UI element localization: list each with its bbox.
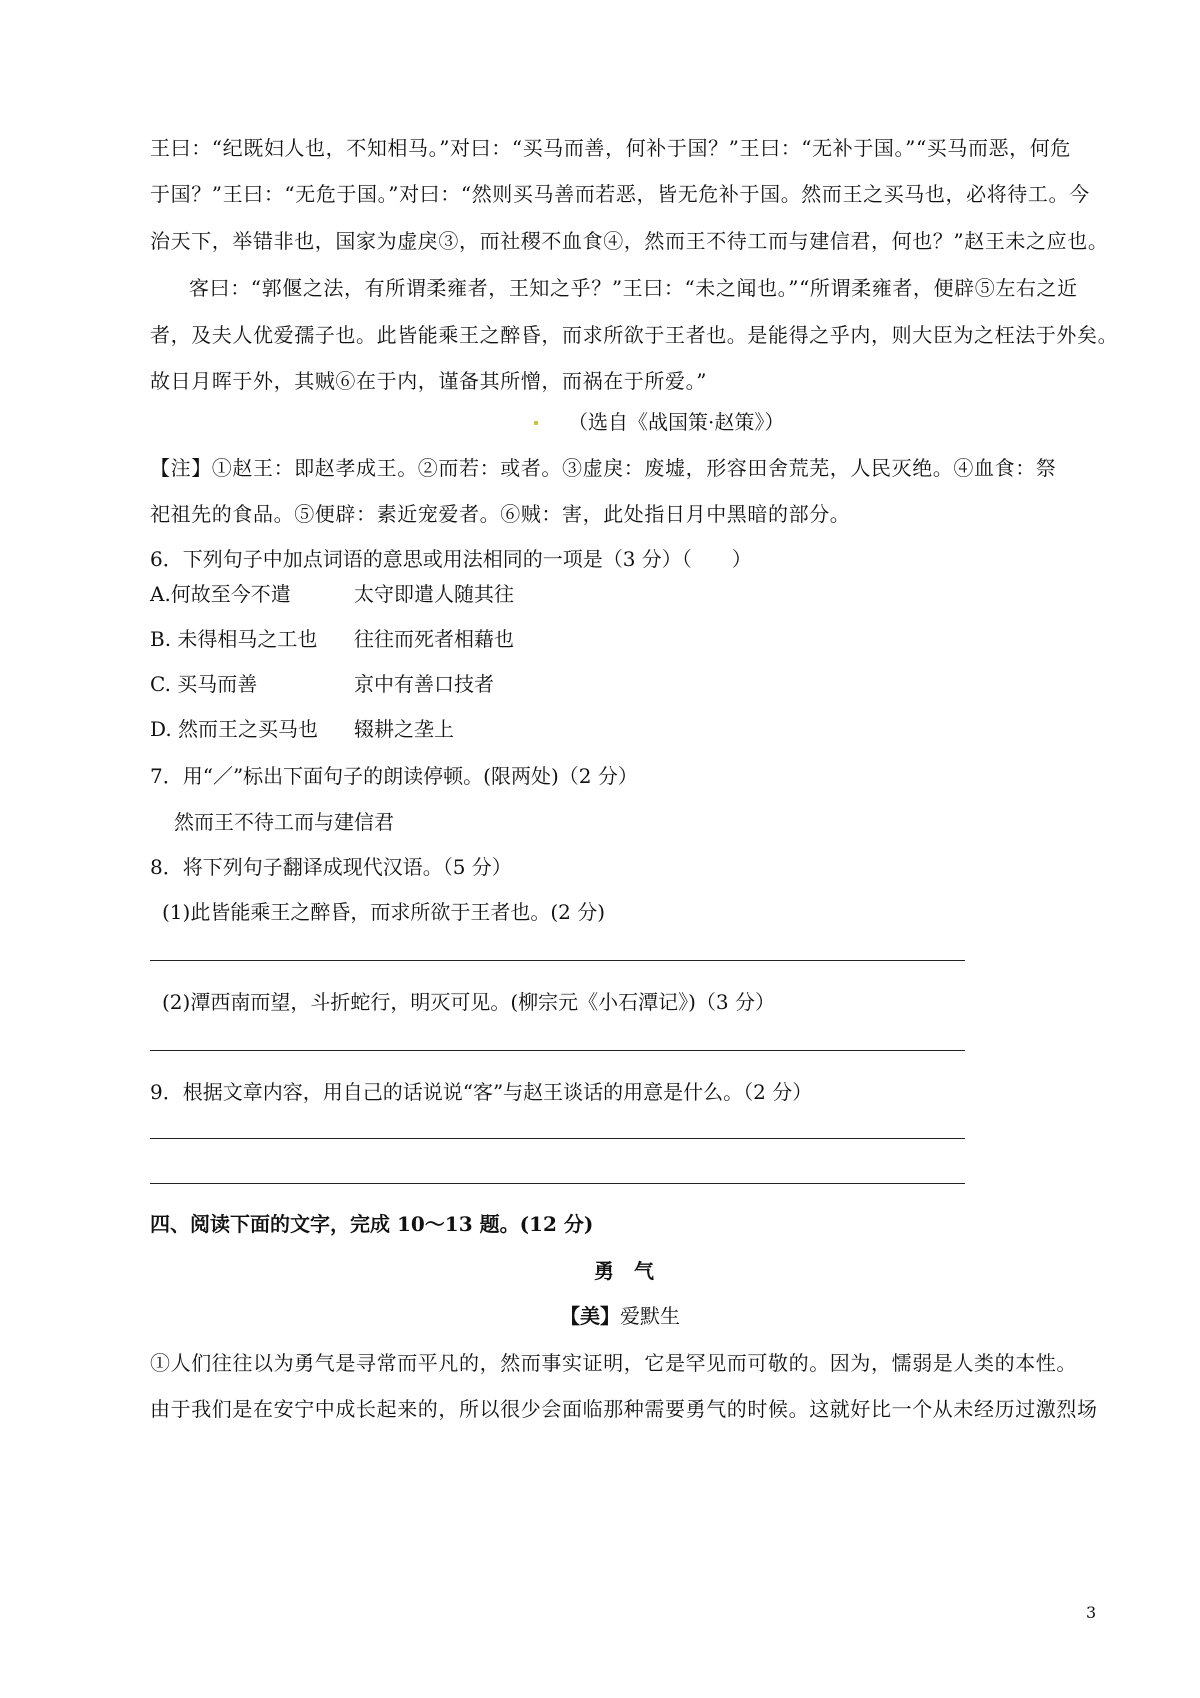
q6-option-a-left: A.何故至今不遣 (150, 582, 291, 606)
q6-option-d-left: D. 然而王之买马也 (150, 717, 319, 741)
q8-stem: 8．将下列句子翻译成现代汉语。（5 分） (150, 855, 512, 879)
q8-sub-1: (1)此皆能乘王之醉昏，而求所欲于王者也。(2 分) (162, 900, 606, 924)
answer-line (150, 1050, 965, 1051)
q7-stem: 7．用“／”标出下面句子的朗读停顿。(限两处)（2 分） (150, 764, 638, 788)
article-line-2: 由于我们是在安宁中成长起来的，所以很少会面临那种需要勇气的时候。这就好比一个从未经历过激烈场 (150, 1397, 1098, 1421)
q6-option-b-right: 往往而死者相藉也 (354, 627, 514, 651)
notes-line-2: 祀祖先的食品。⑤便辟：素近宠爱者。⑥贼：害，此处指日月中黑暗的部分。 (150, 502, 851, 526)
article-author-line (560, 1302, 680, 1330)
notes-line-1: 【注】①赵王：即赵孝成王。②而若：或者。③虚戾：废墟，形容田舍荒芜，人民灭绝。④血食：祭 (150, 456, 1057, 480)
q6-option-c-left: C. 买马而善 (150, 672, 258, 696)
page-number: 3 (1086, 1603, 1097, 1622)
stray-mark (534, 421, 538, 425)
answer-line (150, 1138, 965, 1139)
passage-line-5: 者，及夫人优爱孺子也。此皆能乘王之醉昏，而求所欲于王者也。是能得之乎内，则大臣为之枉法于外矣。 (150, 323, 1119, 347)
author-nationality: 【美】 (560, 1304, 620, 1328)
q6-option-b-left: B. 未得相马之工也 (150, 627, 318, 651)
q6-option-a-right: 太守即遣人随其往 (354, 582, 514, 606)
passage-line-2: 于国？”王曰：“无危于国。”对曰：“然则买马善而若恶，皆无危补于国。然而王之买马也，必将待工。今 (150, 182, 1090, 206)
q8-sub-2: (2)潭西南而望，斗折蛇行，明灭可见。(柳宗元《小石潭记》)（3 分） (162, 990, 776, 1014)
answer-line (150, 960, 965, 961)
author-name: 爱默生 (620, 1304, 680, 1328)
q9-stem: 9．根据文章内容，用自己的话说说“客”与赵王谈话的用意是什么。（2 分） (150, 1080, 813, 1104)
q7-sentence: 然而王不待工而与建信君 (174, 810, 394, 834)
passage-line-3: 治天下，举错非也，国家为虚戾③，而社稷不血食④，然而王不待工而与建信君，何也？”赵王未之应也。 (150, 229, 1109, 253)
article-line-1: ①人们往往以为勇气是寻常而平凡的，然而事实证明，它是罕见而可敬的。因为，懦弱是人类的本性。 (150, 1351, 1077, 1375)
answer-line (150, 1183, 965, 1184)
q6-option-d-right: 辍耕之垄上 (354, 717, 454, 741)
article-title: 勇 气 (594, 1259, 654, 1283)
passage-line-4: 客曰：“郭偃之法，有所谓柔雍者，王知之乎？”王曰：“未之闻也。”“所谓柔雍者，便辟⑤左右之近 (189, 276, 1078, 300)
passage-line-1: 王曰：“纪既妇人也，不知相马。”对曰：“买马而善，何补于国？”王曰：“无补于国。”“买马而恶，何危 (150, 136, 1071, 160)
q6-option-c-right: 京中有善口技者 (354, 672, 494, 696)
source-citation: （选自《战国策·赵策》） (568, 410, 785, 434)
section4-heading: 四、阅读下面的文字，完成 10～13 题。(12 分) (150, 1212, 594, 1236)
passage-line-6: 故日月晖于外，其贼⑥在于内，谨备其所憎，而祸在于所爱。” (150, 369, 708, 393)
q6-stem: 6．下列句子中加点词语的意思或用法相同的一项是（3 分）（ ） (150, 547, 752, 571)
